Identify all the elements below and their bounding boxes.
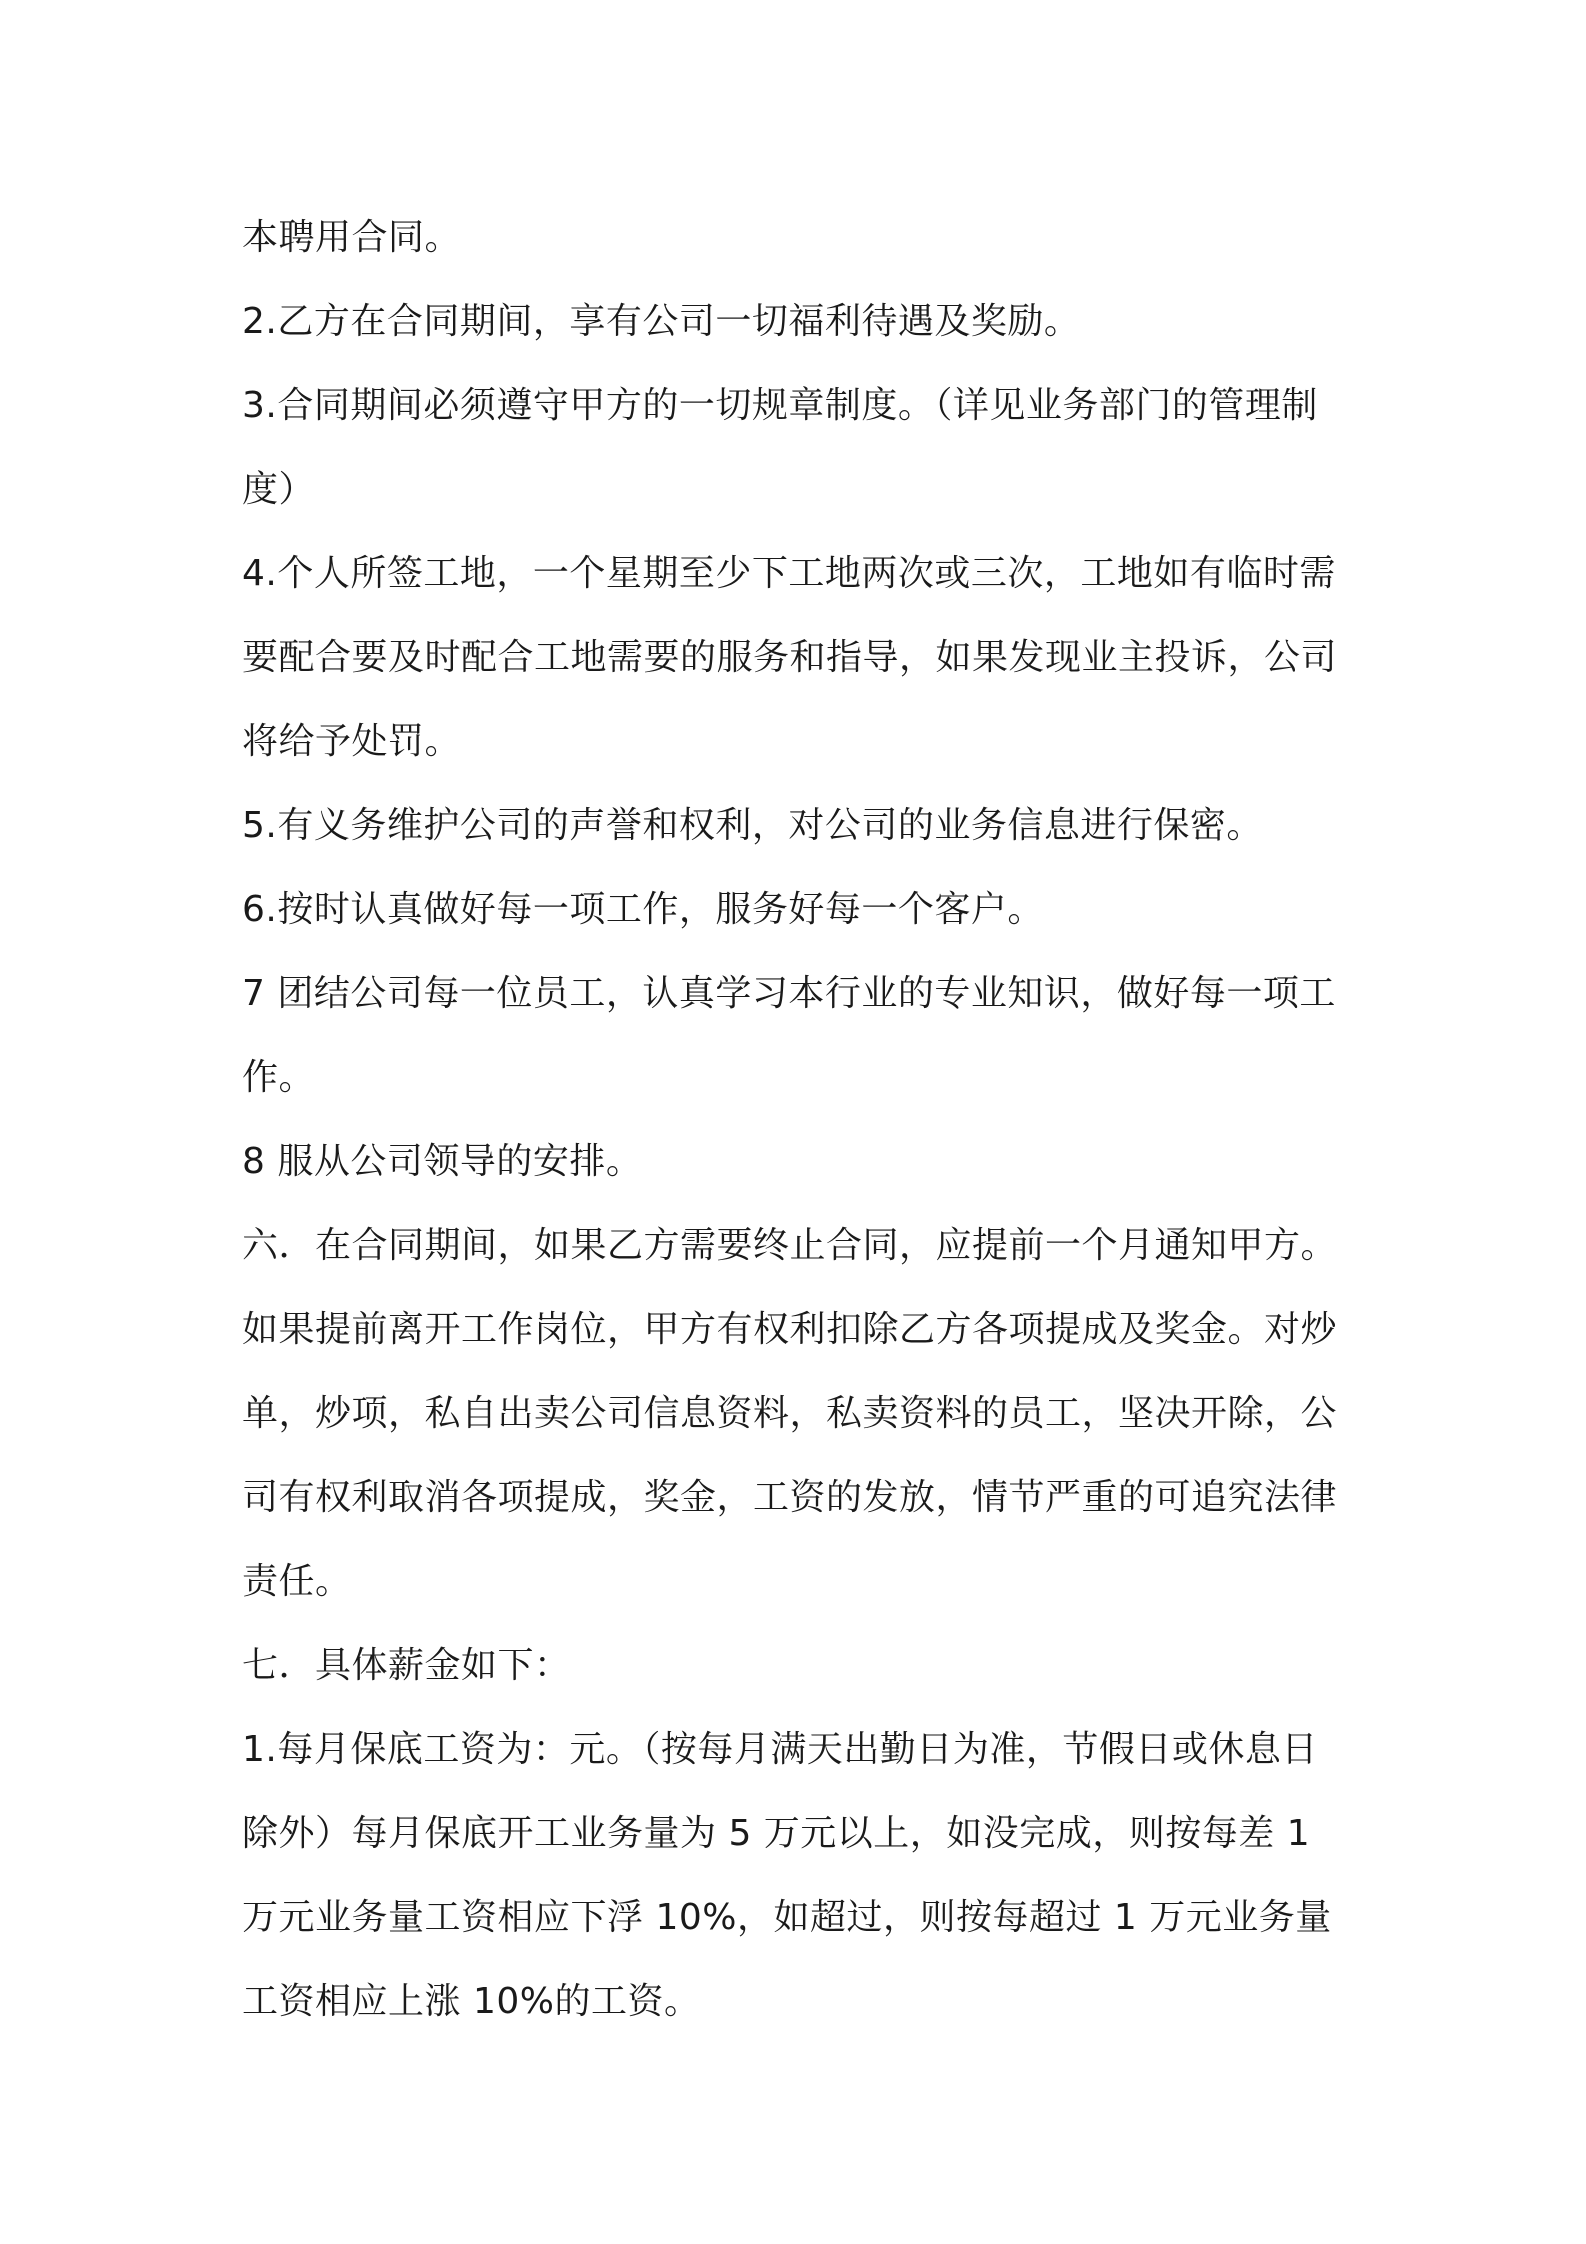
text-line: 司有权利取消各项提成，奖金，工资的发放，情节严重的可追究法律: [242, 1477, 1338, 1518]
text-line: 作。: [242, 1057, 316, 1098]
text-line: 万元业务量工资相应下浮 10%，如超过，则按每超过 1 万元业务量: [242, 1897, 1332, 1938]
text-line: 单，炒项，私自出卖公司信息资料，私卖资料的员工，坚决开除，公: [242, 1393, 1338, 1434]
text-line: 本聘用合同。: [242, 217, 462, 258]
text-line: 除外）每月保底开工业务量为 5 万元以上，如没完成，则按每差 1: [242, 1813, 1311, 1854]
text-line: 6.按时认真做好每一项工作，服务好每一个客户。: [242, 889, 1044, 930]
text-line: 六．在合同期间，如果乙方需要终止合同，应提前一个月通知甲方。: [242, 1225, 1338, 1266]
text-line: 如果提前离开工作岗位，甲方有权利扣除乙方各项提成及奖金。对炒: [242, 1309, 1338, 1350]
text-line: 2.乙方在合同期间，享有公司一切福利待遇及奖励。: [242, 301, 1081, 342]
text-line: 1.每月保底工资为：元。（按每月满天出勤日为准，节假日或休息日: [242, 1729, 1318, 1770]
text-line: 要配合要及时配合工地需要的服务和指导，如果发现业主投诉，公司: [242, 637, 1338, 678]
text-line: 8 服从公司领导的安排。: [242, 1141, 643, 1182]
text-line: 责任。: [242, 1561, 352, 1602]
contract-text-body: [242, 196, 1354, 2044]
text-line: 工资相应上涨 10%的工资。: [242, 1981, 701, 2022]
text-line: 4.个人所签工地，一个星期至少下工地两次或三次，工地如有临时需: [242, 553, 1336, 594]
text-line: 将给予处罚。: [242, 721, 462, 762]
text-line: 度）: [242, 469, 316, 510]
text-line: 3.合同期间必须遵守甲方的一切规章制度。（详见业务部门的管理制: [242, 385, 1318, 426]
text-line: 七．具体薪金如下：: [242, 1645, 571, 1686]
text-line: 7 团结公司每一位员工，认真学习本行业的专业知识，做好每一项工: [242, 973, 1336, 1014]
text-line: 5.有义务维护公司的声誉和权利，对公司的业务信息进行保密。: [242, 805, 1263, 846]
